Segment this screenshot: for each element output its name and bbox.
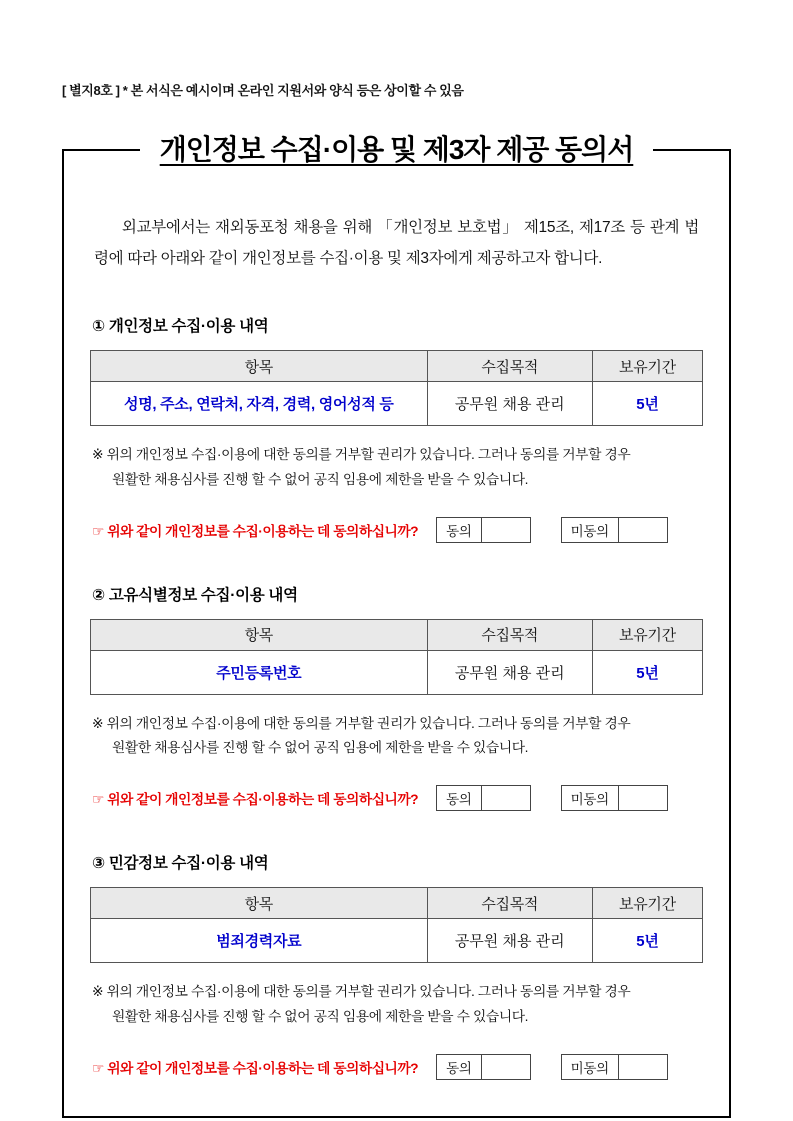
agree-input-cell[interactable] xyxy=(482,786,530,810)
col-header-purpose: 수집목적 xyxy=(427,351,592,382)
col-header-item: 항목 xyxy=(91,888,428,919)
notice-line-1: ※ 위의 개인정보 수집·이용에 대한 동의를 거부할 권리가 있습니다. 그러나 동의를 거부할 경우 xyxy=(92,447,631,462)
col-header-period: 보유기간 xyxy=(592,888,702,919)
section-heading: ① 개인정보 수집·이용 내역 xyxy=(92,318,269,335)
agree-checkbox[interactable] xyxy=(436,1054,530,1080)
consent-question: ☞ 위와 같이 개인정보를 수집·이용하는 데 동의하십니까? xyxy=(92,792,419,808)
refusal-notice xyxy=(92,980,703,1030)
personal-info-table xyxy=(90,350,703,426)
agree-label: 동의 xyxy=(437,1055,481,1079)
sensitive-info-table xyxy=(90,887,703,963)
disagree-input-cell[interactable] xyxy=(619,786,667,810)
purpose-cell: 공무원 채용 관리 xyxy=(427,382,592,426)
purpose-cell: 공무원 채용 관리 xyxy=(427,919,592,963)
disagree-label: 미동의 xyxy=(562,786,619,810)
notice-line-1: ※ 위의 개인정보 수집·이용에 대한 동의를 거부할 권리가 있습니다. 그러나 동의를 거부할 경우 xyxy=(92,984,631,1000)
consent-row xyxy=(92,517,703,543)
col-header-item: 항목 xyxy=(91,619,428,650)
section-personal-info xyxy=(90,314,703,543)
item-cell: 범죄경력자료 xyxy=(91,919,428,963)
agree-checkbox[interactable] xyxy=(436,785,530,811)
col-header-purpose: 수집목적 xyxy=(427,888,592,919)
period-cell: 5년 xyxy=(592,919,702,963)
disagree-checkbox[interactable] xyxy=(561,1054,668,1080)
form-title: 개인정보 수집·이용 및 제3자 제공 동의서 xyxy=(140,128,654,168)
disagree-input-cell[interactable] xyxy=(619,1055,667,1079)
notice-line-2: 원활한 채용심사를 진행 할 수 없어 공직 임용에 제한을 받을 수 있습니다. xyxy=(112,471,529,487)
section-sensitive-info xyxy=(90,851,703,1080)
notice-line-1: ※ 위의 개인정보 수집·이용에 대한 동의를 거부할 권리가 있습니다. 그러나 동의를 거부할 경우 xyxy=(92,715,631,731)
table-header-row xyxy=(91,619,703,650)
form-note: [ 별지8호 ] * 본 서식은 예시이며 온라인 지원서와 양식 등은 상이할 수 있음 xyxy=(62,83,464,98)
table-header-row xyxy=(91,888,703,919)
disagree-checkbox[interactable] xyxy=(561,785,668,811)
agree-checkbox[interactable] xyxy=(436,517,530,543)
agree-input-cell[interactable] xyxy=(482,518,530,542)
agree-input-cell[interactable] xyxy=(482,1055,530,1079)
section-heading: ② 고유식별정보 수집·이용 내역 xyxy=(92,586,298,604)
section-heading: ③ 민감정보 수집·이용 내역 xyxy=(92,855,269,873)
consent-row xyxy=(92,1054,703,1080)
disagree-input-cell[interactable] xyxy=(619,518,667,542)
disagree-label: 미동의 xyxy=(562,518,619,542)
col-header-period: 보유기간 xyxy=(592,351,702,382)
period-cell: 5년 xyxy=(592,382,702,426)
unique-id-table xyxy=(90,619,703,695)
item-cell: 성명, 주소, 연락처, 자격, 경력, 영어성적 등 xyxy=(91,382,428,426)
disagree-checkbox[interactable] xyxy=(561,517,668,543)
agree-label: 동의 xyxy=(437,518,481,542)
notice-line-2: 원활한 채용심사를 진행 할 수 없어 공직 임용에 제한을 받을 수 있습니다. xyxy=(112,740,529,756)
period-cell: 5년 xyxy=(592,650,702,694)
consent-form-box xyxy=(62,134,731,1118)
section-unique-id-info xyxy=(90,583,703,812)
refusal-notice xyxy=(92,712,703,762)
table-row xyxy=(91,919,703,963)
consent-question: ☞ 위와 같이 개인정보를 수집·이용하는 데 동의하십니까? xyxy=(92,1060,419,1076)
item-cell: 주민등록번호 xyxy=(91,650,428,694)
col-header-period: 보유기간 xyxy=(592,619,702,650)
agree-label: 동의 xyxy=(437,786,481,810)
table-row xyxy=(91,382,703,426)
col-header-purpose: 수집목적 xyxy=(427,619,592,650)
col-header-item: 항목 xyxy=(91,351,428,382)
consent-row xyxy=(92,785,703,811)
refusal-notice xyxy=(92,443,703,493)
table-header-row xyxy=(91,351,703,382)
disagree-label: 미동의 xyxy=(562,1055,619,1079)
intro-paragraph: 외교부에서는 재외동포청 채용을 위해 「개인정보 보호법」 제15조, 제17조 등 관계 법령에 따라 아래와 같이 개인정보를 수집·이용 및 제3자에게 제공하고자 합니다. xyxy=(94,219,699,267)
consent-question: ☞ 위와 같이 개인정보를 수집·이용하는 데 동의하십니까? xyxy=(92,523,419,539)
notice-line-2: 원활한 채용심사를 진행 할 수 없어 공직 임용에 제한을 받을 수 있습니다. xyxy=(112,1009,529,1025)
purpose-cell: 공무원 채용 관리 xyxy=(427,650,592,694)
table-row xyxy=(91,650,703,694)
